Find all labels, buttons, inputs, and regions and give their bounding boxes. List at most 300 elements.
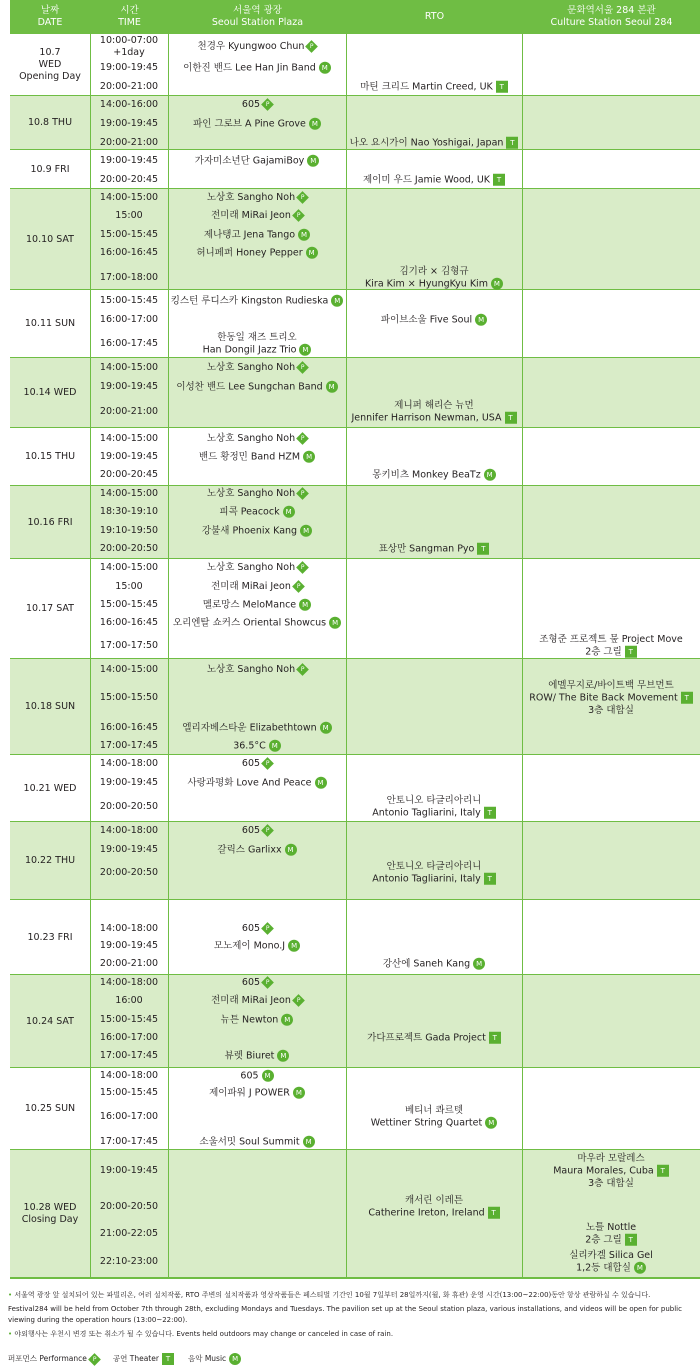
time-cell <box>90 940 168 952</box>
time-line: 17:00-17:45 <box>99 1050 159 1061</box>
time-line: 17:00-18:00 <box>99 272 159 283</box>
note-rain: • 야외행사는 우천시 변경 또는 취소가 될 수 있습니다. Events held outdoors may change or canceled in case of rain. <box>8 1330 394 1338</box>
rto-event-line: 파이브소울 Five Soul M <box>346 314 522 327</box>
plaza-event-line: 멜로망스 MeloMance M <box>168 599 346 612</box>
music-badge-icon: M <box>283 506 295 518</box>
plaza-event-line: 강불새 Phoenix Kang M <box>168 525 346 538</box>
rto-event-line: Jennifer Harrison Newman, USA T <box>346 412 522 425</box>
rto-event-line: Wettiner String Quartet M <box>346 1117 522 1130</box>
time-cell <box>90 867 168 879</box>
date-line: WED <box>38 59 62 70</box>
column-divider <box>168 0 169 1278</box>
music-badge-icon: M <box>319 62 331 74</box>
time-cell <box>90 777 168 789</box>
performance-badge-icon: P <box>292 994 305 1007</box>
culture-event <box>522 634 700 659</box>
time-line: 15:00-15:45 <box>99 295 159 306</box>
date-cell <box>10 932 90 944</box>
theater-badge-icon: T <box>488 1207 500 1219</box>
date-cell <box>10 701 90 713</box>
theater-badge-icon: T <box>484 807 496 819</box>
theater-badge-icon: T <box>681 692 693 704</box>
music-badge-icon: M <box>320 722 332 734</box>
header-time <box>91 0 168 34</box>
time-cell <box>90 722 168 734</box>
time-cell <box>90 247 168 259</box>
footnotes <box>8 1290 692 1343</box>
time-line: 15:00-15:45 <box>99 1014 159 1025</box>
music-badge-icon: M <box>285 844 297 856</box>
plaza-event <box>168 295 346 308</box>
culture-event-line: 1,2등 대합실 M <box>522 1262 700 1275</box>
time-cell <box>90 958 168 970</box>
time-line: 17:00-17:45 <box>99 1136 159 1147</box>
legend <box>8 1352 255 1366</box>
date-line: 10.25 SUN <box>24 1103 76 1114</box>
time-cell <box>90 469 168 481</box>
time-line: 16:00-16:45 <box>99 247 159 258</box>
music-badge-icon: M <box>485 1117 497 1129</box>
music-badge-icon: M <box>269 740 281 752</box>
rto-event-line: 제이미 우드 Jamie Wood, UK T <box>346 174 522 187</box>
time-line: 17:00-17:45 <box>99 740 159 751</box>
time-cell <box>90 1050 168 1062</box>
time-cell <box>90 599 168 611</box>
time-line: 15:00 <box>115 581 143 592</box>
culture-event <box>522 1153 700 1190</box>
time-line: 16:00-17:45 <box>99 338 159 349</box>
column-divider <box>346 0 347 1278</box>
time-cell <box>90 1111 168 1123</box>
plaza-event-line: 전미래 MiRai Jeon P <box>168 210 346 222</box>
time-line: 15:00-15:50 <box>99 692 159 703</box>
performance-badge-icon: P <box>88 1353 101 1366</box>
time-line: 19:10-19:50 <box>99 525 159 536</box>
time-cell <box>90 137 168 149</box>
rto-event <box>346 400 522 425</box>
time-cell <box>90 617 168 629</box>
performance-badge-icon: P <box>292 209 305 222</box>
date-line: 10.24 SAT <box>26 1015 74 1027</box>
performance-badge-icon: P <box>296 191 309 204</box>
plaza-event <box>168 940 346 953</box>
plaza-event <box>168 977 346 989</box>
rto-event-line: 나오 요시가이 Nao Yoshigai, Japan T <box>346 137 522 150</box>
theater-badge-icon: T <box>657 1165 669 1177</box>
culture-event-line: 마우라 모랄레스 <box>577 1152 645 1164</box>
plaza-event-line: 갈릭스 Garlixx M <box>168 844 346 857</box>
performance-badge-icon: P <box>261 98 274 111</box>
time-cell <box>90 1228 168 1240</box>
time-line: +1day <box>113 47 145 58</box>
legend-music: 음악 Music M <box>188 1352 241 1366</box>
performance-badge-icon: P <box>296 432 309 445</box>
date-line: 10.21 WED <box>23 782 77 794</box>
time-line: 18:30-19:10 <box>99 506 159 517</box>
theater-badge-icon: T <box>477 543 489 555</box>
time-line: 15:00-15:45 <box>99 599 159 610</box>
theater-badge-icon: T <box>625 1234 637 1246</box>
time-cell <box>90 923 168 935</box>
time-line: 20:00-20:50 <box>99 801 159 812</box>
date-line: 10.9 FRI <box>30 163 70 175</box>
rto-event-line: 김기라 × 김형규 <box>399 265 469 277</box>
plaza-event <box>168 1136 346 1149</box>
plaza-event-line: 천경우 Kyungwoo Chun P <box>168 41 346 53</box>
culture-event-line: 2층 그릴 T <box>522 1234 700 1247</box>
time-cell <box>90 758 168 770</box>
time-line: 14:00-18:00 <box>99 825 159 836</box>
culture-event-line: Maura Morales, Cuba T <box>522 1165 700 1178</box>
plaza-event <box>168 525 346 538</box>
rto-event-line: 안토니오 타글리아리니 <box>386 860 482 872</box>
header-plaza-en: Seoul Station Plaza <box>211 17 304 28</box>
time-cell <box>90 451 168 463</box>
culture-event-line: 에멜무지로/바이트백 무브먼트 <box>548 679 674 691</box>
rto-event <box>346 137 522 150</box>
music-badge-icon: M <box>281 1014 293 1026</box>
rto-event-line: 안토니오 타글리아리니 <box>386 794 482 806</box>
date-cell <box>10 387 90 399</box>
time-cell <box>90 192 168 204</box>
music-badge-icon: M <box>299 599 311 611</box>
plaza-event <box>168 1087 346 1100</box>
time-cell <box>90 210 168 222</box>
rto-event <box>346 861 522 886</box>
time-cell <box>90 1165 168 1177</box>
header-date-en: DATE <box>37 17 63 28</box>
rto-event-line: 제니퍼 해리슨 뉴먼 <box>394 399 474 411</box>
time-line: 20:00-20:45 <box>99 174 159 185</box>
header-time-ko: 시간 <box>120 5 139 16</box>
header-culture-en: Culture Station Seoul 284 <box>550 17 673 28</box>
time-line: 14:00-15:00 <box>99 562 159 573</box>
plaza-event-line: 제이파워 J POWER M <box>168 1087 346 1100</box>
time-line: 19:00-19:45 <box>99 118 159 129</box>
time-line: 16:00-16:45 <box>99 722 159 733</box>
time-cell <box>90 155 168 167</box>
time-cell <box>90 977 168 989</box>
time-line: 20:00-21:00 <box>99 406 159 417</box>
time-line: 19:00-19:45 <box>99 62 159 73</box>
music-badge-icon: M <box>473 958 485 970</box>
time-cell <box>90 664 168 676</box>
row-divider <box>10 1277 700 1279</box>
plaza-event <box>168 433 346 445</box>
culture-event-line: 실리카겔 Silica Gel <box>569 1249 653 1261</box>
time-line: 15:00 <box>115 210 143 221</box>
plaza-event <box>168 192 346 204</box>
time-line: 20:00-20:50 <box>99 1201 159 1212</box>
plaza-event-line: 이한진 밴드 Lee Han Jin Band M <box>168 62 346 75</box>
music-badge-icon: M <box>315 777 327 789</box>
time-cell <box>90 1201 168 1213</box>
date-cell <box>10 234 90 246</box>
plaza-event <box>168 581 346 593</box>
time-cell <box>90 995 168 1007</box>
date-line: 10.18 SUN <box>24 701 76 712</box>
theater-badge-icon: T <box>162 1353 174 1365</box>
rto-event <box>346 1195 522 1220</box>
time-line: 19:00-19:45 <box>99 844 159 855</box>
time-line: 16:00-17:00 <box>99 1032 159 1043</box>
time-cell <box>90 488 168 500</box>
performance-badge-icon: P <box>261 824 274 837</box>
music-badge-icon: M <box>331 295 343 307</box>
music-badge-icon: M <box>475 314 487 326</box>
plaza-event-line: 노상호 Sangho Noh P <box>168 433 346 445</box>
culture-event-line: 조형준 프로젝트 뭎 Project Move <box>539 633 683 645</box>
rto-event-line: Catherine Ireton, Ireland T <box>346 1207 522 1220</box>
plaza-event-line: 한동일 재즈 트리오 <box>217 331 297 343</box>
rto-event <box>346 958 522 971</box>
plaza-event-line: 뉴튼 Newton M <box>168 1014 346 1027</box>
date-line: 10.11 SUN <box>24 318 76 329</box>
rto-event <box>346 81 522 94</box>
plaza-event <box>168 451 346 464</box>
date-line: 10.7 <box>39 47 61 58</box>
culture-event-line: 노틀 Nottle <box>585 1221 637 1233</box>
performance-badge-icon: P <box>292 580 305 593</box>
music-badge-icon: M <box>634 1262 646 1274</box>
performance-badge-icon: P <box>296 561 309 574</box>
time-line: 22:10-23:00 <box>99 1256 159 1267</box>
time-cell <box>90 1087 168 1099</box>
theater-badge-icon: T <box>505 412 517 424</box>
date-cell <box>10 783 90 795</box>
plaza-event-line: 605 M <box>168 1070 346 1083</box>
time-cell <box>90 314 168 326</box>
plaza-event-line: 605 P <box>168 977 346 989</box>
time-cell <box>90 1032 168 1044</box>
music-badge-icon: M <box>262 1070 274 1082</box>
plaza-event <box>168 740 346 753</box>
plaza-event <box>168 99 346 111</box>
plaza-event <box>168 825 346 837</box>
plaza-event-line: 오리엔탈 쇼커스 Oriental Showcus M <box>168 617 346 630</box>
time-line: 20:00-21:00 <box>99 137 159 148</box>
plaza-event <box>168 488 346 500</box>
performance-badge-icon: P <box>296 663 309 676</box>
rto-event <box>346 1105 522 1130</box>
time-cell <box>90 118 168 130</box>
time-line: 16:00-17:00 <box>99 314 159 325</box>
date-line: 10.16 FRI <box>27 516 73 528</box>
time-line: 14:00-15:00 <box>99 433 159 444</box>
rto-event-line: Antonio Tagliarini, Italy T <box>346 873 522 886</box>
date-cell <box>10 117 90 129</box>
plaza-event <box>168 722 346 735</box>
header-culture <box>523 0 700 34</box>
culture-event <box>522 1250 700 1275</box>
rto-event-line: 표상만 Sangman Pyo T <box>346 543 522 556</box>
music-badge-icon: M <box>326 381 338 393</box>
plaza-event <box>168 229 346 242</box>
plaza-event <box>168 506 346 519</box>
plaza-event-line: 노상호 Sangho Noh P <box>168 192 346 204</box>
music-badge-icon: M <box>329 617 341 629</box>
culture-event-line: ROW/ The Bite Back Movement T <box>522 692 700 705</box>
music-badge-icon: M <box>307 155 319 167</box>
date-cell <box>10 318 90 330</box>
rto-event-line: Kira Kim × HyungKyu Kim M <box>346 278 522 291</box>
date-cell <box>10 47 90 83</box>
time-line: 15:00-15:45 <box>99 229 159 240</box>
music-badge-icon: M <box>303 1136 315 1148</box>
plaza-event <box>168 118 346 131</box>
plaza-event-line: 605 P <box>168 923 346 935</box>
date-line: Opening Day <box>19 71 81 82</box>
culture-event-line: 3층 대합실 <box>588 1177 634 1189</box>
culture-event <box>522 1222 700 1247</box>
time-cell <box>90 801 168 813</box>
header-rto-label: RTO <box>424 11 445 22</box>
time-cell <box>90 99 168 111</box>
rto-event-line: 캐서린 이레튼 <box>404 1194 464 1206</box>
plaza-event <box>168 62 346 75</box>
rto-event-line: Antonio Tagliarini, Italy T <box>346 807 522 820</box>
plaza-event <box>168 247 346 260</box>
time-line: 20:00-21:00 <box>99 958 159 969</box>
plaza-event <box>168 381 346 394</box>
date-line: 10.17 SAT <box>26 603 74 614</box>
date-cell <box>10 855 90 867</box>
time-cell <box>90 581 168 593</box>
plaza-event <box>168 995 346 1007</box>
plaza-event-line: 밴드 황정민 Band HZM M <box>168 451 346 464</box>
time-line: 10:00-07:00 <box>99 35 159 46</box>
performance-badge-icon: P <box>261 922 274 935</box>
plaza-event-line: 노상호 Sangho Noh P <box>168 488 346 500</box>
plaza-event <box>168 664 346 676</box>
performance-badge-icon: P <box>296 361 309 374</box>
column-divider <box>522 0 523 1278</box>
header-plaza-ko: 서울역 광장 <box>233 5 282 16</box>
time-cell <box>90 174 168 186</box>
date-cell <box>10 1016 90 1028</box>
plaza-event <box>168 1070 346 1083</box>
music-badge-icon: M <box>229 1353 241 1365</box>
theater-badge-icon: T <box>489 1032 501 1044</box>
music-badge-icon: M <box>288 940 300 952</box>
time-line: 14:00-18:00 <box>99 923 159 934</box>
time-cell <box>90 381 168 393</box>
time-cell <box>90 362 168 374</box>
plaza-event-line: 킹스턴 루디스카 Kingston Rudieska M <box>168 295 346 308</box>
plaza-event <box>168 41 346 53</box>
culture-event <box>522 680 700 717</box>
date-cell <box>10 164 90 176</box>
plaza-event-line: 전미래 MiRai Jeon P <box>168 581 346 593</box>
time-line: 15:00-15:45 <box>99 1087 159 1098</box>
plaza-event <box>168 1050 346 1063</box>
theater-badge-icon: T <box>496 81 508 93</box>
plaza-event-line: 노상호 Sangho Noh P <box>168 664 346 676</box>
plaza-event <box>168 1014 346 1027</box>
time-line: 17:00-17:50 <box>99 640 159 651</box>
music-badge-icon: M <box>277 1050 289 1062</box>
date-line: 10.23 FRI <box>27 931 73 943</box>
plaza-event-line: 뷰렛 Biuret M <box>168 1050 346 1063</box>
performance-badge-icon: P <box>306 40 319 53</box>
time-cell <box>90 525 168 537</box>
music-badge-icon: M <box>484 469 496 481</box>
music-badge-icon: M <box>300 525 312 537</box>
plaza-event-line: 605 P <box>168 99 346 111</box>
time-line: 20:00-20:50 <box>99 867 159 878</box>
music-badge-icon: M <box>306 247 318 259</box>
date-line: 10.22 THU <box>24 855 76 866</box>
time-line: 19:00-19:45 <box>99 381 159 392</box>
time-line: 19:00-19:45 <box>99 155 159 166</box>
time-cell <box>90 62 168 74</box>
plaza-event <box>168 155 346 168</box>
date-cell <box>10 451 90 463</box>
performance-badge-icon: P <box>261 757 274 770</box>
note-english: Festival284 will be held from October 7th through 28th, excluding Mondays and Tuesdays. The pavilion set up at the Seoul station plaza, various installations, and videos will be open for public viewing during the operation hours (13:00~22:00). <box>8 1305 682 1324</box>
plaza-event <box>168 844 346 857</box>
rto-event-line: 가다프로젝트 Gada Project T <box>346 1032 522 1045</box>
time-line: 14:00-15:00 <box>99 362 159 373</box>
music-badge-icon: M <box>298 229 310 241</box>
theater-badge-icon: T <box>506 137 518 149</box>
time-line: 16:00-17:00 <box>99 1111 159 1122</box>
plaza-event <box>168 599 346 612</box>
plaza-event <box>168 617 346 630</box>
legend-theater: 공연 Theater T <box>113 1352 174 1366</box>
time-cell <box>90 272 168 284</box>
time-line: 20:00-21:00 <box>99 81 159 92</box>
plaza-event-line: 605 P <box>168 758 346 770</box>
time-line: 14:00-18:00 <box>99 977 159 988</box>
time-cell <box>90 81 168 93</box>
date-cell <box>10 1103 90 1115</box>
rto-event-line: 마틴 크리드 Martin Creed, UK T <box>346 81 522 94</box>
plaza-event-line: 전미래 MiRai Jeon P <box>168 995 346 1007</box>
plaza-event-line: 이성찬 밴드 Lee Sungchan Band M <box>168 381 346 394</box>
music-badge-icon: M <box>491 278 503 290</box>
plaza-event <box>168 562 346 574</box>
date-cell <box>10 1202 90 1226</box>
date-line: 10.15 THU <box>24 451 76 462</box>
performance-badge-icon: P <box>296 487 309 500</box>
plaza-event <box>168 210 346 222</box>
date-line: 10.8 THU <box>27 117 73 128</box>
date-line: Closing Day <box>21 1214 79 1225</box>
time-cell <box>90 433 168 445</box>
rto-event <box>346 543 522 556</box>
plaza-event <box>168 777 346 790</box>
time-cell <box>90 229 168 241</box>
date-line: 10.28 WED <box>23 1202 77 1213</box>
header-plaza <box>169 0 346 34</box>
time-cell <box>90 640 168 652</box>
header-time-en: TIME <box>118 17 141 28</box>
plaza-event-line: 제나탱고 Jena Tango M <box>168 229 346 242</box>
theater-badge-icon: T <box>625 646 637 658</box>
time-line: 14:00-16:00 <box>99 99 159 110</box>
rto-event <box>346 266 522 291</box>
time-line: 19:00-19:45 <box>99 940 159 951</box>
culture-event-line: 2층 그릴 T <box>522 646 700 659</box>
date-cell <box>10 603 90 615</box>
note-korean: • 서울역 광장 앞 설치되어 있는 파빌리온, 여러 설치작품, RTO 주변의 설치작품과 영상작품들은 페스티벌 기간인 10월 7일부터 28일까지(월, 화 휴관) 운영 시간(13:00~22:00)동안 항상 관람하실 수 있습니다. <box>8 1291 651 1299</box>
theater-badge-icon: T <box>493 174 505 186</box>
plaza-event <box>168 758 346 770</box>
time-line: 16:00-16:45 <box>99 617 159 628</box>
time-line: 14:00-15:00 <box>99 192 159 203</box>
plaza-event-line: 사랑과평화 Love And Peace M <box>168 777 346 790</box>
